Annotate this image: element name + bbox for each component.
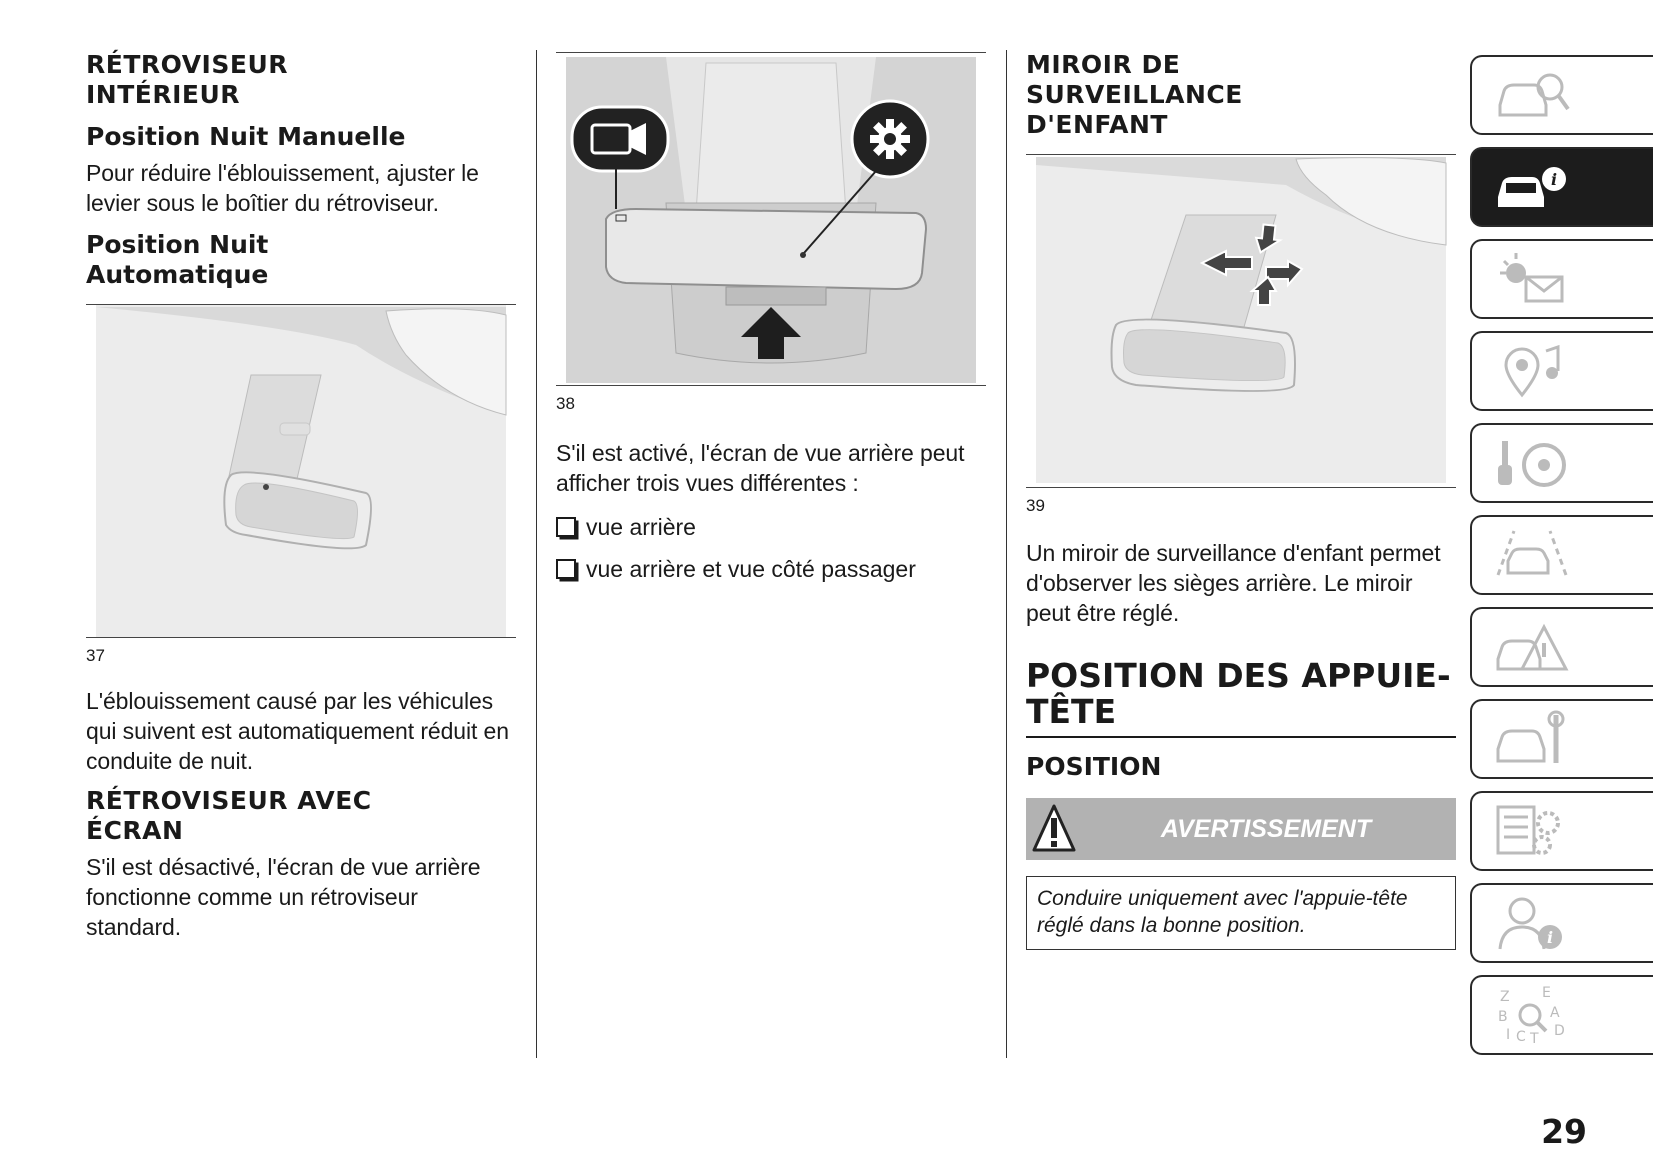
tab-lights-messages[interactable] [1470,239,1653,319]
checkbox-bullet-icon [556,517,576,537]
subsection-title: Position Nuit Manuelle [86,122,406,151]
svg-text:I: I [1506,1027,1511,1043]
figure-number: 39 [1026,496,1045,515]
warning-text: Conduire uniquement avec l'appuie-tête réglé dans la bonne position. [1026,876,1456,950]
list-gears-icon [1492,801,1572,861]
column-right [1026,50,1456,950]
alphabet-search-icon [1492,985,1572,1045]
figure-number: 37 [86,646,105,665]
rearview-mirror-illustration [86,305,516,637]
subsection-title: Position Nuit Automatique [86,230,269,289]
checkbox-bullet-icon [556,559,576,579]
tab-multimedia[interactable] [1470,331,1653,411]
tab-connectivity[interactable] [1470,883,1653,963]
svg-text:D: D [1554,1023,1565,1039]
page-number: 29 [1541,1112,1587,1151]
paragraph: S'il est désactivé, l'écran de vue arrière fonctionne comme un rétroviseur standard. [86,854,481,940]
tab-starting-driving[interactable] [1470,423,1653,503]
key-steering-icon [1492,433,1572,493]
car-warning-icon [1492,617,1572,677]
tab-car-search[interactable] [1470,55,1653,135]
svg-text:i: i [1546,928,1554,947]
column-left [86,50,516,942]
section-title: POSITION DES APPUIE-TÊTE [1026,658,1456,738]
car-info-icon [1492,157,1572,217]
music-location-icon [1492,341,1572,401]
paragraph: Pour réduire l'éblouissement, ajuster le levier sous le boîtier du rétroviseur. [86,160,479,216]
svg-text:i: i [1550,170,1558,189]
svg-text:C: C [1516,1029,1526,1045]
warning-banner [1026,798,1456,860]
car-lane-icon [1492,525,1572,585]
svg-text:A: A [1550,1005,1560,1021]
section-title: RÉTROVISEUR INTÉRIEUR [86,50,288,109]
svg-text:B: B [1498,1009,1508,1025]
car-search-icon [1492,65,1572,125]
svg-text:T: T [1530,1031,1539,1045]
tab-maintenance[interactable] [1470,699,1653,779]
column-divider [536,50,537,1058]
tab-technical-data[interactable] [1470,791,1653,871]
svg-text:Z: Z [1500,989,1510,1005]
figure-38 [556,52,986,386]
section-title: RÉTROVISEUR AVEC ÉCRAN [86,786,372,845]
tab-index[interactable] [1470,975,1653,1055]
tab-safety[interactable] [1470,515,1653,595]
figure-37 [86,304,516,638]
list-item: vue arrière et vue côté passager [556,554,986,584]
section-title: MIROIR DE SURVEILLANCE D'ENFANT [1026,50,1243,139]
warning-label: AVERTISSEMENT [1160,814,1372,843]
column-divider [1006,50,1007,1058]
list-item: vue arrière [556,512,986,542]
tab-car-info[interactable] [1470,147,1653,227]
person-info-icon [1492,893,1572,953]
warning-triangle-icon [1030,802,1078,854]
child-mirror-illustration [1026,155,1456,487]
subsection-title: POSITION [1026,752,1162,781]
paragraph: Un miroir de surveillance d'enfant permet d'observer les sièges arrière. Le miroir peut être réglé. [1026,540,1441,626]
svg-text:E: E [1542,985,1551,1001]
paragraph: S'il est activé, l'écran de vue arrière peut afficher trois vues différentes : [556,440,965,496]
light-mail-icon [1492,249,1572,309]
figure-number: 38 [556,394,575,413]
camera-mirror-illustration [556,53,986,385]
figure-39 [1026,154,1456,488]
column-middle [556,52,986,584]
tab-emergency[interactable] [1470,607,1653,687]
car-wrench-icon [1492,709,1572,769]
paragraph: L'éblouissement causé par les véhicules qui suivent est automatiquement réduit en conduite de nuit. [86,688,509,774]
